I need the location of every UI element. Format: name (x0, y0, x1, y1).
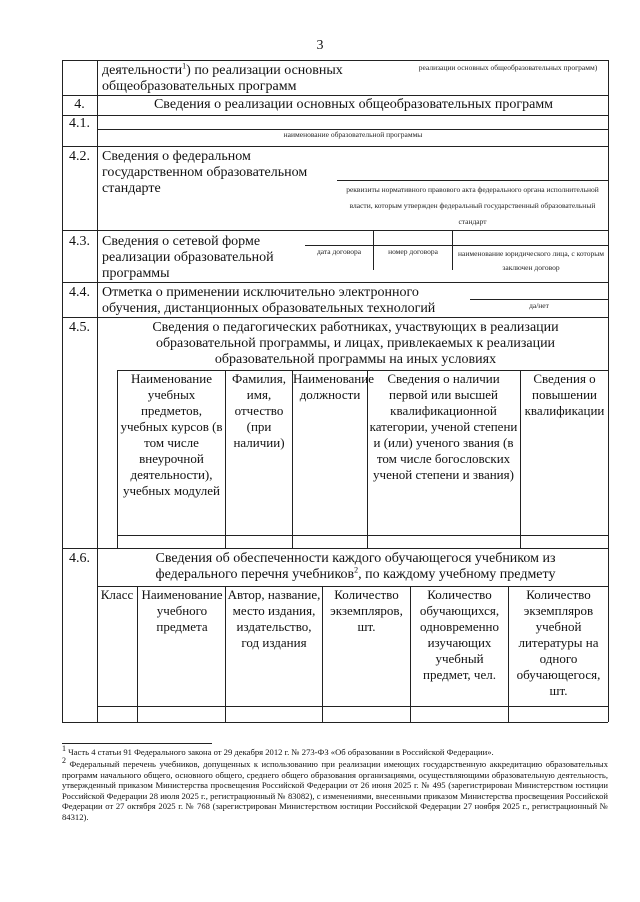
footnote-2: $^2$ Федеральный перечень учебников, допущенных к использованию при реализации имеющих государственную аккредитацию образовательных программ начального общего, основного общего, среднего общего образования организациями, осуществляющими образовательную деятельность, утвержденный приказом Министерства просвещения Российской Федерации от 26 июня 2025 г. № 495 (зарегистрирован Министерством юстиции Российской Федерации 28 июля 2025 г., регистрационный № 83082), с изменениями, внесенными приказом Министерства просвещения Российской Федерации от 27 октября 2025 г. № 768 (зарегистрирован Министерством юстиции Российской Федерации 27 ноября 2025 г., регистрационный № 84312). (62, 756, 608, 822)
section-number: 4. (74, 97, 85, 112)
teachers-section-title: Сведения о педагогических работниках, участвующих в реализации образовательной программы, и лицах, привлекаемых к реализации образовательной программы на иных условиях (152, 320, 559, 367)
distance-learning-label: Отметка о применении исключительно электронного обучения, дистанционных образовательных технологий (102, 285, 436, 316)
section-number: 4.5. (69, 320, 90, 335)
contract-date-caption: дата договора (316, 247, 362, 256)
column-header-training: Сведения о повышении квалификации (524, 371, 605, 418)
network-form-label: Сведения о сетевой форме реализации образовательной программы (102, 234, 274, 281)
section-number: 4.6. (69, 551, 90, 566)
column-header-subjects: Наименование учебных предметов, учебных курсов (в том числе внеурочной деятельности), учебных модулей (120, 371, 223, 498)
page-number: 3 (316, 38, 324, 53)
column-header-position: Наименование должности (293, 371, 374, 402)
column-header-subject-name: Наименование учебного предмета (141, 587, 223, 634)
yes-no-caption: да/нет (529, 301, 549, 310)
section-number: 4.2. (69, 149, 90, 164)
column-header-qualification: Сведения о наличии первой или высшей квалификационной категории, ученой степени и (или) ученого звания (в том числе богословских ученой степени и звания) (369, 371, 518, 482)
section-number: 4.1. (69, 116, 90, 131)
column-header-author: Автор, название, место издания, издательство, год издания (227, 587, 321, 650)
section-number: 4.3. (69, 234, 90, 249)
table-right-border (608, 60, 609, 722)
footnote-separator (62, 743, 212, 744)
column-header-full-name: Фамилия, имя, отчество (при наличии) (232, 371, 286, 450)
section-number: 4.4. (69, 285, 90, 300)
continuation-text: деятельности$^1$) по реализации основных общеобразовательных программ (102, 61, 343, 94)
column-header-grade: Класс (100, 587, 134, 602)
fgos-label: Сведения о федеральном государственном образовательном стандарте (102, 149, 308, 196)
contract-party-caption: наименование юридического лица, с которым заключен договор (458, 249, 604, 272)
contract-number-caption: номер договора (388, 247, 438, 256)
textbooks-section-title: Сведения об обеспеченности каждого обучающегося учебником из федерального перечня учебников$^2$, по каждому учебному предмету (155, 551, 556, 582)
section-title: Сведения о реализации основных общеобразовательных программ (153, 97, 554, 112)
column-header-copies-per-student: Количество экземпляров учебной литературы на одного обучающегося, шт. (516, 587, 601, 698)
number-column-divider (97, 60, 98, 722)
fgos-caption: реквизиты нормативного правового акта федерального органа исполнительной власти, которым утвержден федеральный государственный образовательный стандарт (346, 185, 599, 226)
footnote-1: $^1$ Часть 4 статьи 91 Федерального закона от 29 декабря 2012 г. № 273-ФЗ «Об образовании в Российской Федерации». (62, 744, 494, 757)
continuation-caption: реализации основных общеобразовательных программ) (418, 63, 598, 72)
column-header-copies: Количество экземпляров, шт. (330, 587, 403, 634)
program-name-caption: наименование образовательной программы (283, 130, 423, 139)
column-header-students: Количество обучающихся, одновременно изучающих учебный предмет, чел. (419, 587, 500, 682)
